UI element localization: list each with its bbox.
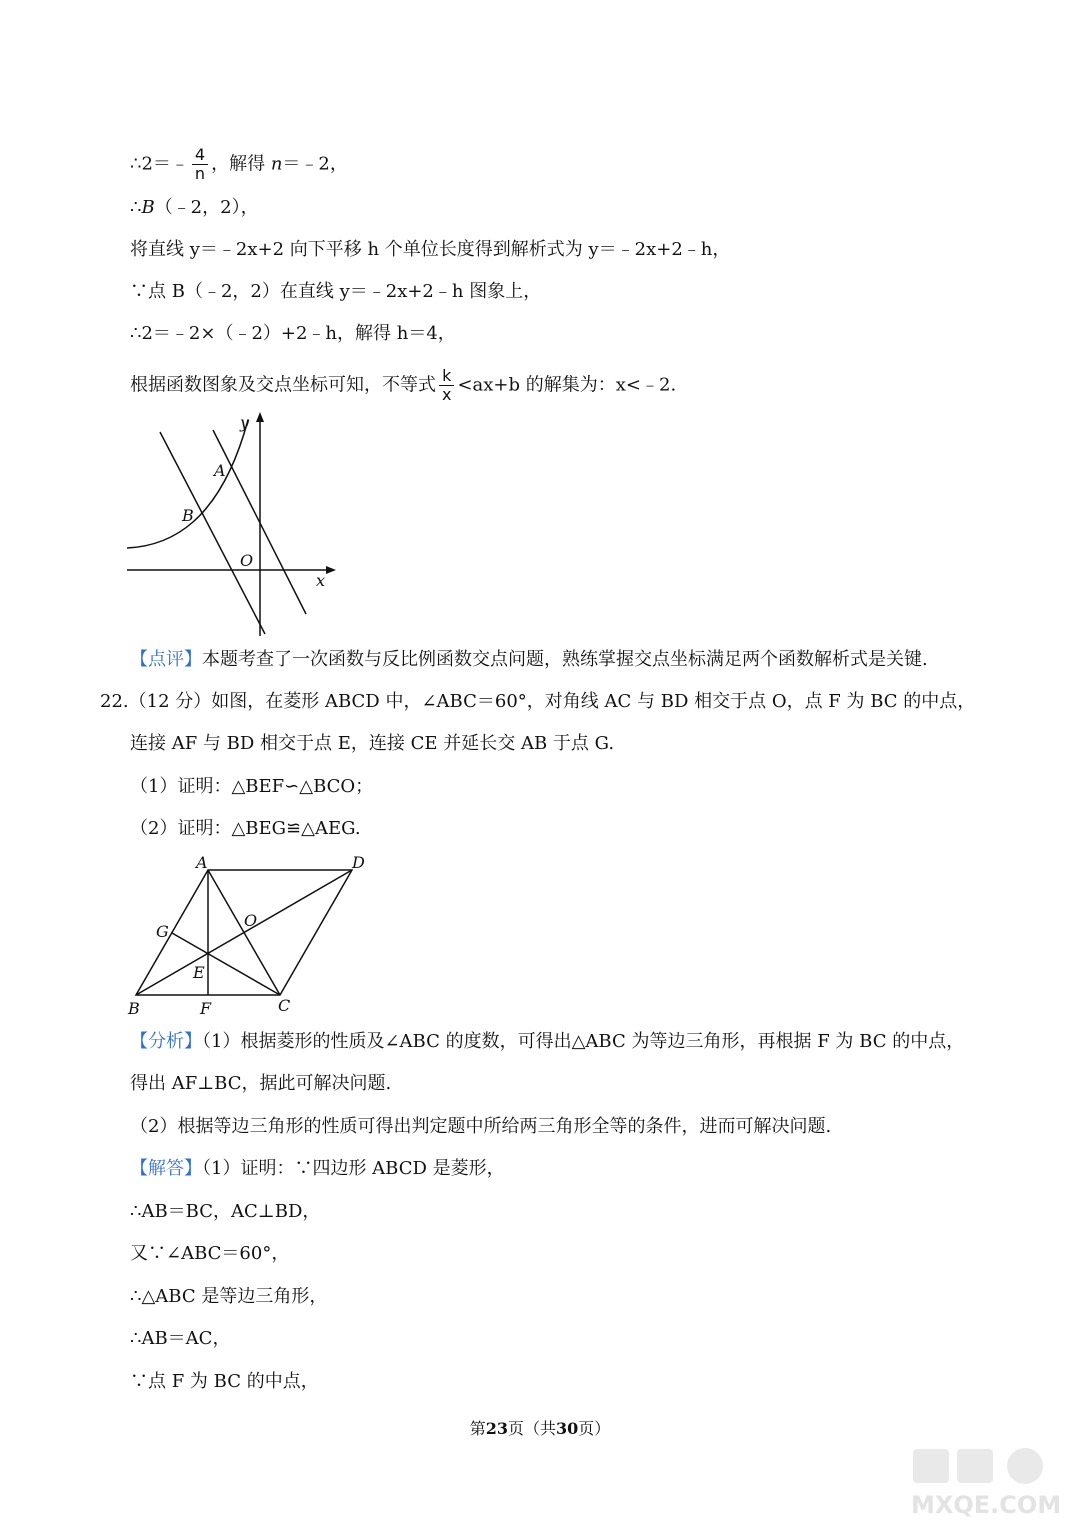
fraction-numerator: 4	[192, 146, 208, 165]
solution-part-1-line-3: 又∵∠ABC＝60°，	[130, 1243, 290, 1264]
fraction-4-over-n	[192, 146, 208, 183]
fraction-numerator: k	[439, 367, 454, 386]
comment-line	[130, 647, 928, 673]
solution-line-2	[130, 195, 259, 221]
label-y: y	[240, 413, 250, 432]
question-22-line-2: 连接 AF 与 BD 相交于点 E，连接 CE 并延长交 AB 于点 G.	[130, 733, 615, 754]
fraction-denominator: n	[194, 164, 206, 183]
solution-part-1-line-4: ∴△ABC 是等边三角形，	[130, 1286, 328, 1307]
fraction-denominator: x	[442, 385, 452, 404]
question-22-part-2: （2）证明：△BEG≌△AEG.	[130, 818, 361, 839]
footer-text: 页（共	[507, 1419, 556, 1438]
solution-line-3: 将直线 y＝﹣2x+2 向下平移 h 个单位长度得到解析式为 y＝﹣2x+2﹣h，	[130, 239, 731, 260]
comment-tag: 【点评】	[130, 649, 202, 670]
page-footer	[0, 1416, 1080, 1439]
text: ，解得	[211, 153, 271, 175]
watermark-logo	[905, 1445, 1065, 1520]
solution-line-1	[130, 146, 348, 183]
label-f: F	[200, 999, 212, 1018]
solution-tag: 【解答】	[130, 1158, 202, 1179]
text: （﹣2，2），	[154, 197, 259, 218]
solution-line-6	[130, 367, 676, 404]
variable: n	[270, 153, 283, 175]
label-d: D	[352, 853, 365, 872]
solution-part-1-line-2: ∴AB＝BC，AC⊥BD，	[130, 1201, 321, 1222]
label-b: B	[128, 999, 140, 1018]
rhombus-diagram	[120, 850, 380, 1022]
solution-part-1-line-6: ∵点 F 为 BC 的中点，	[130, 1371, 319, 1392]
analysis-line-3: （2）根据等边三角形的性质可得出判定题中所给两三角形全等的条件，进而可解决问题.	[130, 1116, 832, 1137]
text: <ax+b 的解集为：x<﹣2.	[457, 374, 677, 396]
footer-text: 页）	[578, 1419, 611, 1438]
text: ＝﹣2，	[282, 153, 348, 175]
text: ∴	[130, 197, 142, 218]
label-x: x	[316, 571, 326, 590]
y-axis-arrow-icon	[256, 412, 264, 422]
question-22-part-1: （1）证明：△BEF∽△BCO；	[130, 776, 374, 797]
comment-text: 本题考查了一次函数与反比例函数交点问题，熟练掌握交点坐标满足两个函数解析式是关键.	[202, 649, 928, 670]
label-b: B	[182, 506, 194, 525]
label-e: E	[193, 963, 205, 982]
question-22-line-1: 22.（12 分）如图，在菱形 ABCD 中，∠ABC＝60°，对角线 AC 与 BD 相交于点 O，点 F 为 BC 的中点，	[100, 691, 976, 712]
label-a: A	[214, 461, 226, 480]
text: ∴2＝﹣	[130, 153, 189, 175]
solution-part-1-line-5: ∴AB＝AC，	[130, 1328, 231, 1349]
solution-line-4: ∵点 B（﹣2，2）在直线 y＝﹣2x+2﹣h 图象上，	[130, 281, 542, 302]
text: 根据函数图象及交点坐标可知，不等式	[130, 374, 436, 396]
solution-part-1-line-1	[130, 1156, 505, 1182]
variable: B	[141, 197, 155, 218]
analysis-text: （1）根据菱形的性质及∠ABC 的度数，可得出△ABC 为等边三角形，再根据 F 为 BC 的中点，	[202, 1031, 965, 1052]
label-o: O	[244, 911, 258, 930]
function-graph	[120, 408, 340, 640]
analysis-line-1	[130, 1029, 964, 1055]
label-o: O	[240, 551, 254, 570]
footer-text: 第	[469, 1419, 486, 1438]
solution-line-5: ∴2＝﹣2×（﹣2）+2﹣h，解得 h＝4，	[130, 323, 456, 344]
analysis-tag: 【分析】	[130, 1031, 202, 1052]
total-pages: 30	[556, 1419, 579, 1438]
label-c: C	[278, 996, 291, 1015]
watermark-text: MXQE.COM	[911, 1491, 1062, 1519]
label-g: G	[156, 922, 169, 941]
fraction-k-over-x	[439, 367, 454, 404]
label-a: A	[196, 853, 208, 872]
page-number: 23	[485, 1419, 508, 1438]
x-axis-arrow-icon	[326, 566, 336, 574]
analysis-line-2: 得出 AF⊥BC，据此可解决问题.	[130, 1073, 392, 1094]
line-through-a-b	[160, 432, 265, 634]
solution-text: （1）证明：∵四边形 ABCD 是菱形，	[202, 1158, 505, 1179]
